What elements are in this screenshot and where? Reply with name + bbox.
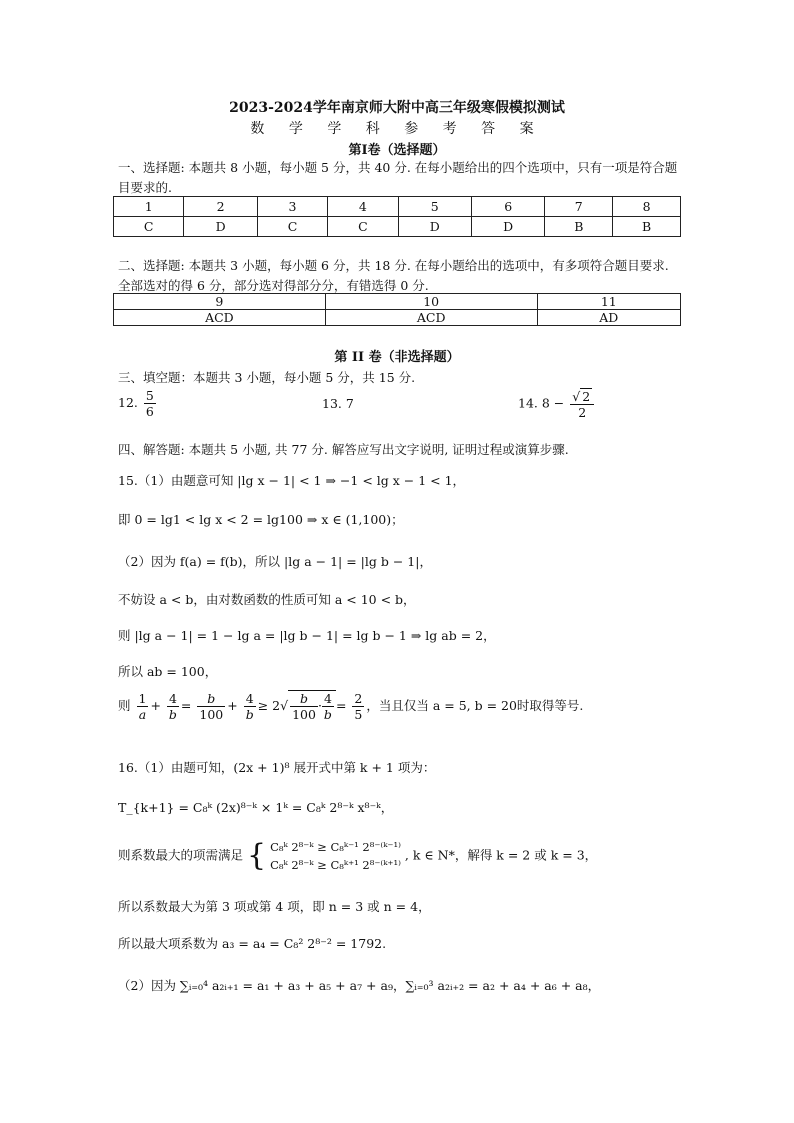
q15-line-7: 则 $\frac{1}{a}$ + $\frac{4}{b}$ = $\frac{b}{100}$ + $\frac{4}{b}$ ≥ 2√ $\frac{b}{100}$ · $\frac{4}{b}$ = $\frac{2}{5}$ ，当且仅当 a = 5, b = 20时取得等号. bbox=[118, 691, 584, 722]
section4-instructions: 四、解答题: 本题共 5 小题, 共 77 分. 解答应写出文字说明, 证明过程或演算步骤. bbox=[118, 442, 569, 457]
answer-cell: D bbox=[398, 217, 471, 237]
q14-denominator: 2 bbox=[578, 405, 587, 420]
q14-numerator: √ 2 bbox=[570, 388, 594, 405]
table-row bbox=[114, 197, 681, 217]
question-number: 6 bbox=[471, 197, 544, 217]
q12-fraction bbox=[144, 388, 156, 419]
part2-heading: 第 II 卷（非选择题） bbox=[334, 350, 460, 365]
question-number: 9 bbox=[114, 294, 326, 310]
question-number: 4 bbox=[328, 197, 398, 217]
q15-line-4: 不妨设 a < b，由对数函数的性质可知 a < 10 < b， bbox=[118, 592, 416, 607]
section1-answer-table bbox=[113, 196, 681, 237]
q14-radicand: 2 bbox=[582, 389, 591, 404]
section2-answer-table bbox=[113, 293, 681, 326]
q16-line-4: 所以系数最大为第 3 项或第 4 项，即 n = 3 或 n = 4， bbox=[118, 899, 431, 914]
fraction: $\frac{1}{a}$ bbox=[138, 691, 147, 722]
q15-line-2: 即 0 = lg1 < lg x < 2 = lg100 ⇒ x ∈ (1,100)； bbox=[118, 512, 404, 527]
q15-line-5: 则 |lg a − 1| = 1 − lg a = |lg b − 1| = lg b − 1 ⇒ lg ab = 2， bbox=[118, 628, 496, 643]
answer-cell: C bbox=[114, 217, 184, 237]
question-number: 1 bbox=[114, 197, 184, 217]
answer-cell: ACD bbox=[114, 310, 326, 326]
q12-numerator: 5 bbox=[145, 388, 154, 403]
q15-condition: ，当且仅当 a = 5, b = 20时取得等号. bbox=[366, 698, 584, 713]
q16-condition-suffix: , k ∈ N*，解得 k = 2 或 k = 3， bbox=[404, 847, 598, 863]
table-row bbox=[114, 217, 681, 237]
q16-line-1: 16.（1）由题可知，(2x + 1)⁸ 展开式中第 k + 1 项为： bbox=[118, 760, 436, 775]
section2-instructions: 二、选择题: 本题共 3 小题，每小题 6 分，共 18 分. 在每小题给出的选项中，有多项符合题目要求. 全部选对的得 6 分，部分选对得部分分，有错选得 0 分. bbox=[118, 258, 669, 293]
fraction: $\frac{4}{b}$ bbox=[168, 691, 177, 722]
q15-then: 则 bbox=[118, 698, 131, 713]
answer-13: 13. 7 bbox=[322, 396, 354, 411]
inequality-system bbox=[270, 838, 401, 874]
question-number: 3 bbox=[257, 197, 327, 217]
q12-denominator: 6 bbox=[145, 404, 154, 419]
question-number: 5 bbox=[398, 197, 471, 217]
page-subtitle: 数 学 学 科 参 考 答 案 bbox=[250, 121, 544, 137]
q16-line-6: （2）因为 ∑ᵢ₌₀⁴ a₂ᵢ₊₁ = a₁ + a₃ + a₅ + a₇ + a₉，∑ᵢ₌₀³ a₂ᵢ₊₂ = a₂ + a₄ + a₆ + a₈， bbox=[118, 978, 601, 993]
fraction: $\frac{2}{5}$ bbox=[354, 691, 363, 722]
part1-heading: 第Ⅰ卷（选择题） bbox=[348, 143, 446, 158]
answer-cell: C bbox=[257, 217, 327, 237]
answer-cell: D bbox=[471, 217, 544, 237]
page-title: 2023-2024学年南京师大附中高三年级寒假模拟测试 bbox=[229, 100, 565, 116]
section1-instructions: 一、选择题: 本题共 8 小题，每小题 5 分，共 40 分. 在每小题给出的四个选项中，只有一项是符合题目要求的. bbox=[118, 160, 678, 195]
q16-line-5: 所以最大项系数为 a₃ = a₄ = C₈² 2⁸⁻² = 1792. bbox=[118, 936, 387, 951]
q15-line-6: 所以 ab = 100， bbox=[118, 664, 218, 679]
q15-line-1: 15.（1）由题意可知 |lg x − 1| < 1 ⇒ −1 < lg x − 1 < 1， bbox=[118, 473, 466, 488]
table-row bbox=[114, 310, 681, 326]
q16-line-2: T_{k+1} = C₈ᵏ (2x)⁸⁻ᵏ × 1ᵏ = C₈ᵏ 2⁸⁻ᵏ x⁸⁻ᵏ， bbox=[118, 800, 394, 815]
q12-label: 12. bbox=[118, 395, 138, 410]
question-number: 7 bbox=[545, 197, 613, 217]
table-row bbox=[114, 294, 681, 310]
q16-line-3 bbox=[118, 838, 597, 874]
sqrt-expression: $\frac{b}{100}$ · $\frac{4}{b}$ bbox=[288, 690, 336, 722]
answer-cell: ACD bbox=[325, 310, 537, 326]
fraction: $\frac{4}{b}$ bbox=[245, 691, 254, 722]
question-number: 11 bbox=[537, 294, 680, 310]
section3-instructions: 三、填空题：本题共 3 小题，每小题 5 分，共 15 分. bbox=[118, 370, 416, 385]
q14-fraction bbox=[570, 388, 594, 420]
q15-line-3: （2）因为 f(a) = f(b)，所以 |lg a − 1| = |lg b − 1|， bbox=[118, 554, 432, 569]
answer-14 bbox=[518, 388, 596, 420]
brace-symbol: { bbox=[247, 838, 267, 873]
fraction: $\frac{b}{100}$ bbox=[199, 691, 224, 722]
answer-cell: D bbox=[184, 217, 257, 237]
question-number: 2 bbox=[184, 197, 257, 217]
answer-cell: C bbox=[328, 217, 398, 237]
answer-cell: B bbox=[613, 217, 681, 237]
question-number: 10 bbox=[325, 294, 537, 310]
q14-label: 14. 8 − bbox=[518, 395, 565, 411]
inequality-1: C₈ᵏ 2⁸⁻ᵏ ≥ C₈ᵏ⁻¹ 2⁸⁻⁽ᵏ⁻¹⁾ bbox=[270, 840, 401, 854]
answer-cell: AD bbox=[537, 310, 680, 326]
q16-condition-prefix: 则系数最大的项需满足 bbox=[118, 847, 244, 863]
answer-cell: B bbox=[545, 217, 613, 237]
answer-12 bbox=[118, 388, 158, 419]
question-number: 8 bbox=[613, 197, 681, 217]
inequality-2: C₈ᵏ 2⁸⁻ᵏ ≥ C₈ᵏ⁺¹ 2⁸⁻⁽ᵏ⁺¹⁾ bbox=[270, 858, 401, 872]
